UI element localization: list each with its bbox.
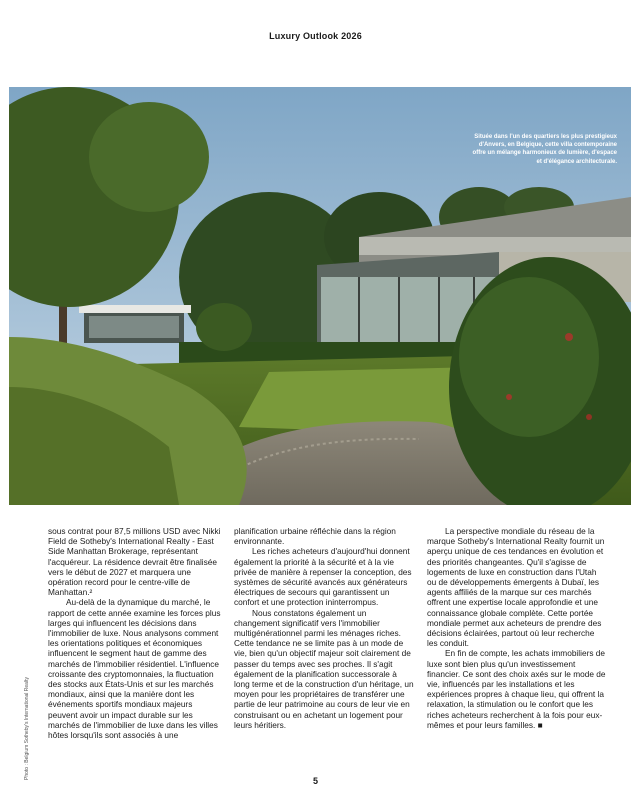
article-paragraph: En fin de compte, les achats immobiliers de luxe sont bien plus qu'un investissement financier. Ce sont des choix axés sur le mode de vie, influencés par les installations et les expériences propres à chaque lieu, qui offrent la relaxation, la stimulation ou le confort que les riches acheteurs recherchent à la fois pour eux-mêmes et pour leurs familles. ■ <box>427 648 606 730</box>
article-body <box>48 526 628 786</box>
article-paragraph: Les riches acheteurs d'aujourd'hui donnent également la priorité à la sécurité et à la vie privée de manière à repenser la conception, des systèmes de sécurité avancés aux générateurs électriques de secours qui garantissent un confort et une protection ininterrompus. <box>234 546 412 608</box>
photo-credit: Photo : Belgium Sotheby's International Realty <box>24 677 30 780</box>
article-column-3 <box>427 526 607 730</box>
magazine-header-title: Luxury Outlook 2026 <box>269 31 362 41</box>
article-column-1 <box>48 526 223 740</box>
article-paragraph: Nous constatons également un changement significatif vers l'immobilier multigénérationnel parmi les ménages riches. Cette tendance ne se limite pas à un mode de vie, bien qu'un objectif majeur soit clairement de passer du temps avec ses proches. Il s'agit également de la planification successorale à long terme et de la construction d'un héritage, un moyen pour les propriétaires de transférer une partie de leur patrimoine au cours de leur vie en construisant ou en achetant un logement pour leurs héritiers. <box>234 607 414 730</box>
article-column-2 <box>234 526 414 730</box>
article-paragraph: sous contrat pour 87,5 millions USD avec Nikki Field de Sotheby's International Realty - East Side Manhattan Brokerage, représentant l'acquéreur. La résidence devrait être finalisée vers le début de 2027 et marquera une opération record pour le centre-ville de Manhattan.² <box>48 526 221 598</box>
article-paragraph: Au-delà de la dynamique du marché, le rapport de cette année examine les forces plus larges qui influencent les décisions dans l'immobilier de luxe. Nous analysons comment les orientations politiques et économiques influencent le segment haut de gamme des marchés de l'immobilier résidentiel. L'influence croissante des cryptomonnaies, la fluctuation des stocks aux États-Unis et sur les marchés mondiaux, ainsi que la manière dont les événements sportifs mondiaux majeurs peuvent avoir un impact durable sur les marchés de l'immobilier de luxe dans les villes hôtes lorsqu'ils sont associés à une <box>48 597 221 741</box>
article-paragraph: La perspective mondiale du réseau de la marque Sotheby's International Realty fournit un aperçu unique de ces tendances en évolution et des priorités changeantes. Qu'il s'agisse de logements de luxe en construction dans l'Utah ou de développements émergents à Dubaï, les agents affiliés de la marque sur ces marchés offrent une expertise locale approfondie et une connaissance globale complète. Cette portée mondiale permet aux acheteurs de prendre des décisions éclairées, partout où leur recherche les conduit. <box>427 526 605 649</box>
page-number: 5 <box>312 776 318 786</box>
photo-caption: Située dans l'un des quartiers les plus prestigieux d'Anvers, en Belgique, cette villa contemporaine offre un mélange harmonieux de lumière, d'espace et d'élégance architecturale. <box>472 134 617 165</box>
villa-photo <box>9 87 631 505</box>
article-paragraph: planification urbaine réfléchie dans la région environnante. <box>234 526 396 547</box>
